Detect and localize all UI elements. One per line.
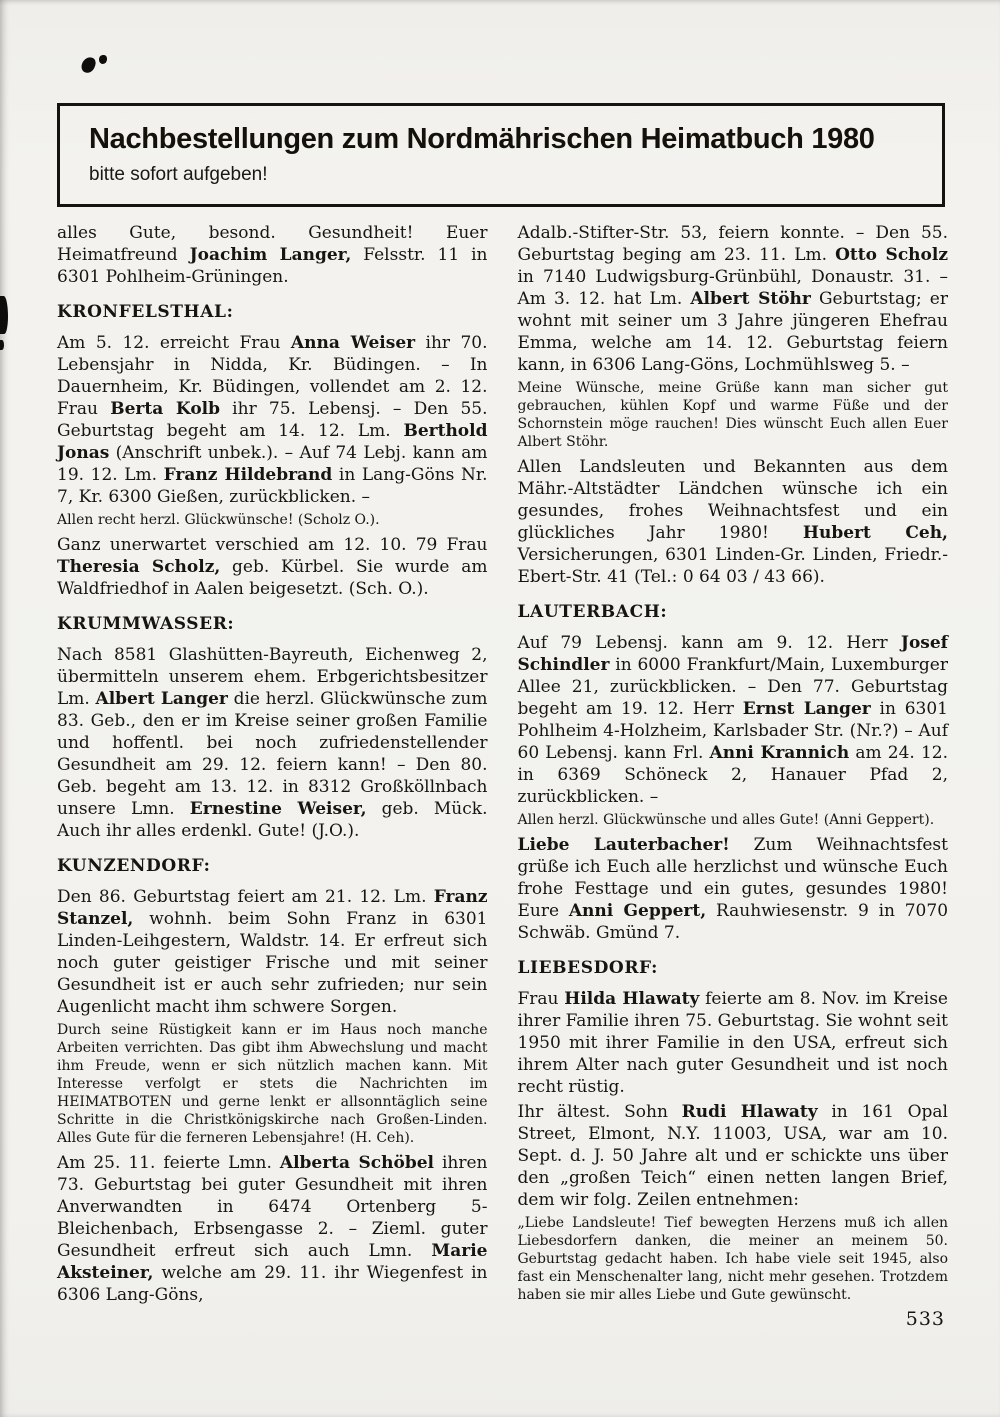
small-print-paragraph (518, 1214, 949, 1304)
body-text: in 6000 Frankfurt/Main, Luxemburger Allee 21, zurückblicken. – Den 77. Geburtstag begeht am 19. 12. Herr (517, 655, 948, 719)
body-text: welche am 29. 11. ihr Wiegenfest in 6306 Lang-Göns, (57, 1263, 488, 1305)
paragraph (57, 1152, 488, 1306)
emphasized-name-text: Joachim Langer, (189, 245, 352, 265)
scan-ink-blob-artifact (0, 296, 8, 334)
emphasized-name-text: Albert Stöhr (690, 289, 811, 309)
body-text: Adalb.-Stifter-Str. 53, feiern konnte. – Den 55. Geburtstag beging am 23. 11. Lm. (517, 223, 948, 265)
body-text: Am 25. 11. feierte Lmn. (57, 1153, 280, 1173)
paragraph (518, 632, 949, 808)
emphasized-name-text: Berthold Jonas (57, 421, 488, 463)
newsletter-title: Nachbestellungen zum Nordmährischen Heimatbuch 1980 (89, 123, 875, 155)
emphasized-name-text: Liebe Lauterbacher! (517, 835, 730, 855)
paragraph (518, 1101, 949, 1211)
body-text: „Liebe Landsleute! Tief bewegten Herzens muß ich allen Liebesdorfern danken, die meiner an meinem 50. Geburtstag gedacht haben. Ich habe viele seit 1945, also fast ein Menschenalter lang, nicht mehr gesehen. Trotzdem haben sie mir alles Liebe und Gute gewünscht. (517, 1215, 948, 1303)
scan-speck-artifact (80, 55, 97, 74)
body-text: Meine Wünsche, meine Grüße kann man sicher gut gebrauchen, kühlen Kopf und warme Füße und der Schornstein möge rauchen! Dies wünscht Euch allen Euer Albert Stöhr. (517, 380, 948, 450)
emphasized-name-text: Ernst Langer (742, 699, 871, 719)
body-text: Ganz unerwartet verschied am 12. 10. 79 Frau (57, 535, 488, 555)
paragraph (57, 332, 488, 508)
body-text: geb. Kürbel. Sie wurde am Waldfriedhof in Aalen beigesetzt. (Sch. O.). (57, 557, 488, 599)
body-text: Nach 8581 Glashütten-Bayreuth, Eichenweg 2, übermitteln unserem ehem. Erbgerichtsbesitzer Lm. (57, 645, 488, 709)
header-box (57, 103, 945, 207)
scan-speck-artifact (99, 55, 107, 64)
body-text: Frau (517, 989, 565, 1009)
emphasized-name-text: Albert Langer (95, 689, 228, 709)
section-heading (57, 855, 488, 877)
small-print-paragraph (57, 511, 488, 529)
emphasized-name-text: Anni Krannich (709, 743, 850, 763)
body-text: Durch seine Rüstigkeit kann er im Haus noch manche Arbeiten verrichten. Das gibt ihm Abwechslung und macht ihm Freude, wenn er sich nützlich machen kann. Mit Interesse verfolgt er stets die Nachrichten im HEIMATBOTEN und gerne lenkt er allsonntäglich seine Schritte in die Christkönigskirche nach Großen-Linden. Alles Gute für die ferneren Lebensjahre! (H. Ceh). (57, 1022, 488, 1146)
emphasized-name-text: Berta Kolb (110, 399, 220, 419)
body-text: ihr 70. Lebensjahr in Nidda, Kr. Büdingen. – In Dauernheim, Kr. Büdingen, vollendet am 2. 12. Frau (57, 333, 488, 419)
body-text: Allen Landsleuten und Bekannten aus dem Mähr.-Altstädter Ländchen wünsche ich ein gesundes, frohes Weihnachtsfest und ein glückliches Jahr 1980! (517, 457, 948, 543)
page-number: 533 (905, 1308, 945, 1330)
body-text: feierte am 8. Nov. im Kreise ihrer Familie ihren 75. Geburtstag. Sie wohnt seit 1950 mit ihrer Familie in den USA, erfreut sich ihrem Alter nach guter Gesundheit und ist noch recht rüstig. (517, 989, 948, 1097)
paragraph (518, 834, 949, 944)
small-print-paragraph (518, 811, 949, 829)
body-text: alles Gute, besond. Gesundheit! Euer Heimatfreund (57, 223, 488, 265)
emphasized-name-text: Marie Aksteiner, (57, 1241, 488, 1283)
body-text: Allen herzl. Glückwünsche und alles Gute! (Anni Geppert). (517, 812, 935, 828)
body-text: Rauhwiesenstr. 9 in 7070 Schwäb. Gmünd 7. (517, 901, 949, 943)
body-text: am 24. 12. in 6369 Schöneck 2, Hanauer Pfad 2, zurückblicken. – (517, 743, 949, 807)
text-columns (57, 222, 948, 1309)
body-text: in 7140 Ludwigsburg-Grünbühl, Donaustr. 31. – Am 3. 12. hat Lm. (517, 267, 948, 309)
body-text: Am 5. 12. erreicht Frau (57, 333, 291, 353)
body-text: die herzl. Glückwünsche zum 83. Geb., den er im Kreise seiner großen Familie und hoffentl. bei noch zufriedenstellender Gesundheit am 29. 12. feiern kann! – Den 80. Geb. begeht am 13. 12. in 8312 Großköllnbach unsere Lmn. (57, 689, 488, 819)
emphasized-name-text: Alberta Schöbel (279, 1153, 435, 1173)
small-print-paragraph (518, 379, 949, 451)
paragraph (518, 988, 949, 1098)
body-text: wohnh. beim Sohn Franz in 6301 Linden-Leihgestern, Waldstr. 14. Er erfreut sich noch guter geistiger Frische und mit seiner Gesundheit ist er auch sehr zufrieden; nur sein Augenlicht macht ihm schwere Sorgen. (57, 909, 488, 1017)
paragraph (57, 886, 488, 1018)
left-column (57, 222, 488, 1309)
section-heading (57, 301, 488, 323)
order-note: bitte sofort aufgeben! (89, 164, 268, 185)
body-text: in Lang-Göns Nr. 7, Kr. 6300 Gießen, zurückblicken. – (57, 465, 488, 507)
body-text: Felsstr. 11 in 6301 Pohlheim-Grüningen. (57, 245, 488, 287)
emphasized-name-text: Anna Weiser (290, 333, 416, 353)
body-text: in 161 Opal Street, Elmont, N.Y. 11003, USA, war am 10. Sept. d. J. 50 Jahre alt und er schickte uns über den „großen Teich“ einen netten langen Brief, dem wir folg. Zeilen entnehmen: (517, 1102, 948, 1210)
section-heading (518, 957, 949, 979)
paragraph (57, 222, 488, 288)
body-text: Ihr ältest. Sohn (517, 1102, 682, 1122)
right-column (518, 222, 949, 1309)
emphasized-name-text: Hilda Hlawaty (564, 989, 700, 1009)
body-text: Den 86. Geburtstag feiert am 21. 12. Lm. (57, 887, 434, 907)
emphasized-name-text: Ernestine Weiser, (189, 799, 367, 819)
emphasized-name-text: Rudi Hlawaty (681, 1102, 818, 1122)
paragraph (57, 644, 488, 842)
emphasized-name-text: LAUTERBACH: (517, 602, 668, 622)
paragraph (518, 456, 949, 588)
small-print-paragraph (57, 1021, 488, 1147)
section-heading (518, 601, 949, 623)
emphasized-name-text: Hubert Ceh, (802, 523, 948, 543)
paragraph (57, 534, 488, 600)
emphasized-name-text: Josef Schindler (517, 633, 948, 675)
emphasized-name-text: Franz Hildebrand (163, 465, 333, 485)
emphasized-name-text: Otto Scholz (835, 245, 948, 265)
emphasized-name-text: Theresia Scholz, (57, 557, 221, 577)
body-text: (Anschrift unbek.). – Auf 74 Lebj. kann am 19. 12. Lm. (57, 443, 488, 485)
body-text: Allen recht herzl. Glückwünsche! (Scholz O.). (57, 512, 380, 528)
body-text: Geburtstag; er wohnt mit seiner um 3 Jahre jüngeren Ehefrau Emma, welche am 14. 12. Geburtstag feiern kann, in 6306 Lang-Göns, Lochmühlsweg 5. – (517, 289, 948, 375)
body-text: ihr 75. Lebensj. – Den 55. Geburtstag begeht am 14. 12. Lm. (57, 399, 488, 441)
body-text: Auf 79 Lebensj. kann am 9. 12. Herr (517, 633, 901, 653)
body-text: in 6301 Pohlheim 4-Holzheim, Karlsbader Str. (Nr.?) – Auf 60 Lebensj. kann Frl. (517, 699, 948, 763)
paragraph (518, 222, 949, 376)
section-heading (57, 613, 488, 635)
emphasized-name-text: Anni Geppert, (568, 901, 707, 921)
emphasized-name-text: Franz Stanzel, (57, 887, 488, 929)
scan-ink-blob-artifact (0, 340, 4, 350)
emphasized-name-text: KRONFELSTHAL: (57, 302, 234, 322)
body-text: geb. Mück. Auch ihr alles erdenkl. Gute! (J.O.). (57, 799, 488, 841)
body-text: Zum Weihnachtsfest grüße ich Euch alle herzlichst und wünsche Euch frohe Festtage und ein gutes, gesundes 1980! Eure (517, 835, 948, 921)
emphasized-name-text: LIEBESDORF: (517, 958, 658, 978)
body-text: Versicherungen, 6301 Linden-Gr. Linden, Friedr.-Ebert-Str. 41 (Tel.: 0 64 03 / 43 66). (517, 545, 948, 587)
emphasized-name-text: KRUMMWASSER: (57, 614, 235, 634)
emphasized-name-text: KUNZENDORF: (57, 856, 211, 876)
body-text: ihren 73. Geburtstag bei guter Gesundheit mit ihren Anverwandten in 6474 Ortenberg 5-Bleichenbach, Erbsengasse 2. – Zieml. guter Gesundheit erfreut sich auch Lmn. (57, 1153, 488, 1261)
